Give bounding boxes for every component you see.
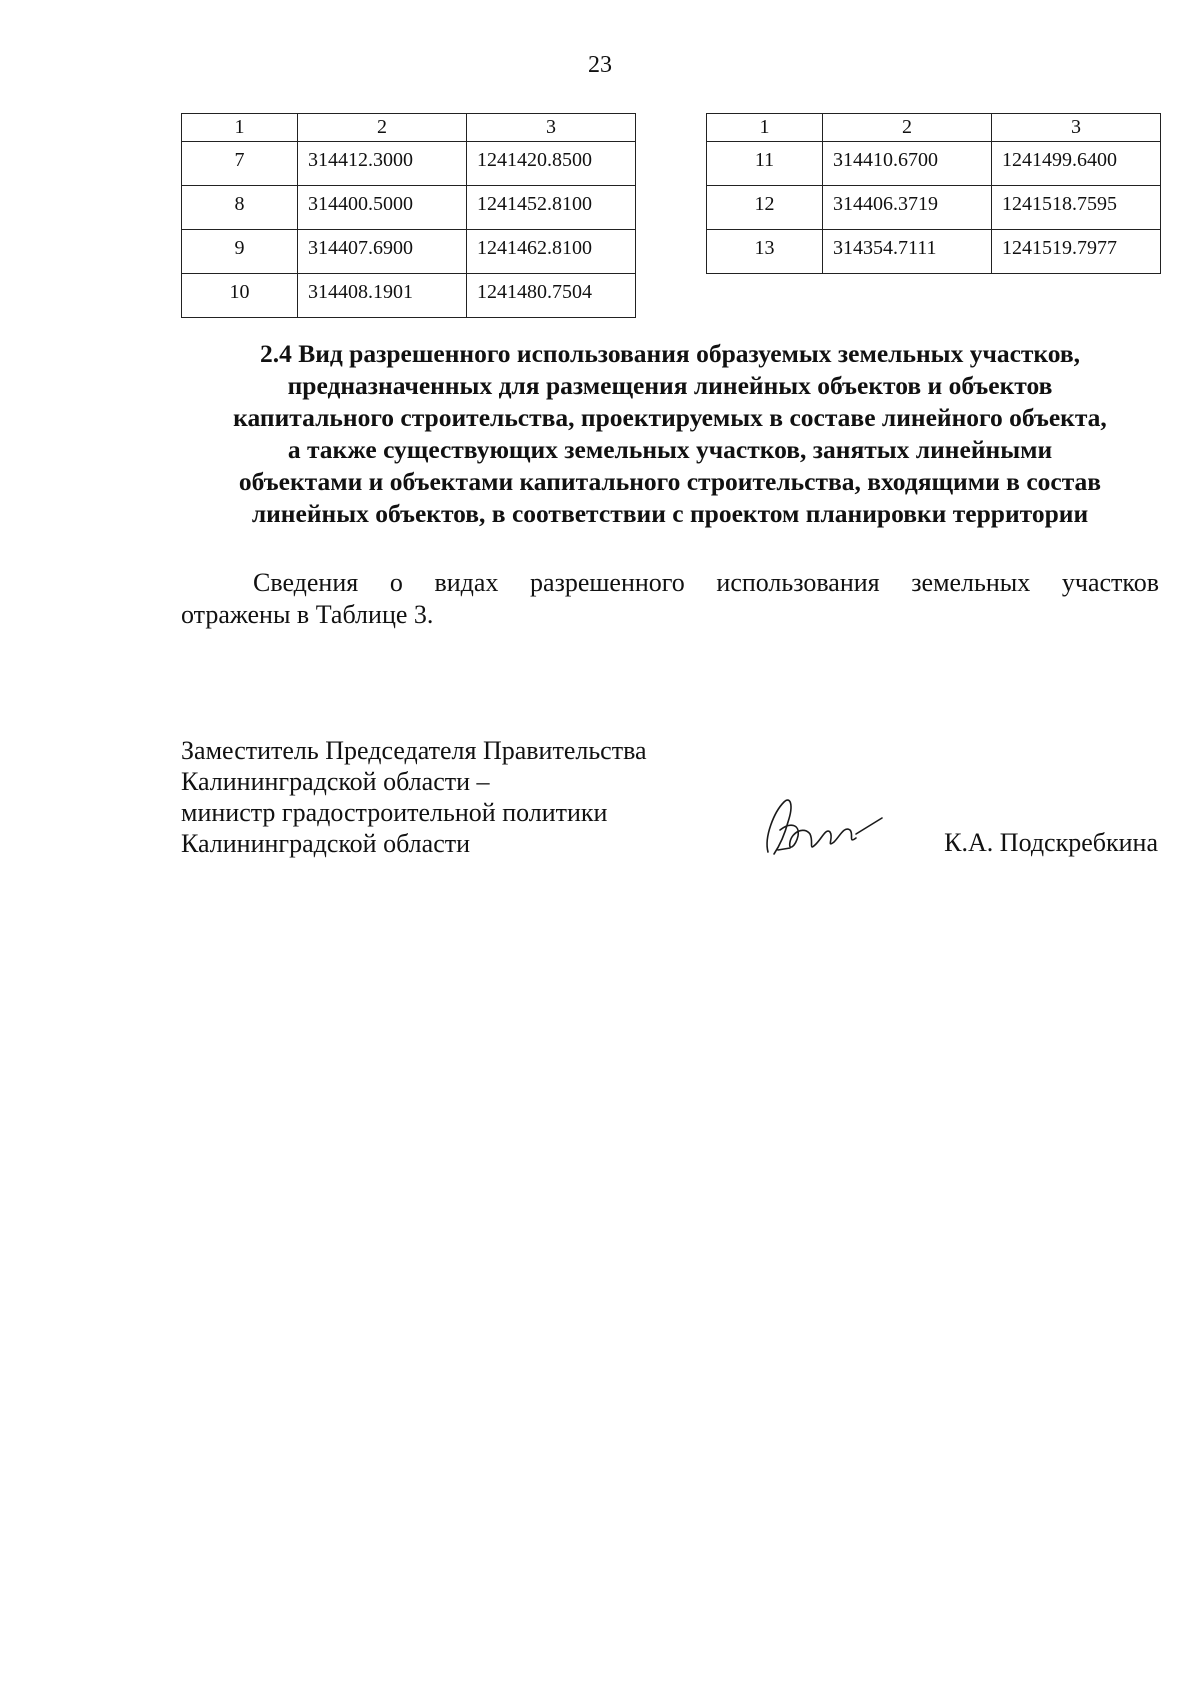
section-title-line: а также существующих земельных участков, занятых линейными [287,435,1053,464]
coordinates-table-left [181,113,636,318]
table-row [182,186,636,230]
y-coordinate-cell: 1241462.8100 [467,230,636,274]
table-row [182,274,636,318]
paragraph-line: отражены в Таблице 3. [181,600,434,629]
table-row [707,230,1161,274]
table-row [707,142,1161,186]
handwritten-signature-icon [760,782,890,862]
x-coordinate-cell: 314410.6700 [823,142,992,186]
section-title-line: объектами и объектами капитального строительства, входящими в состав [238,467,1102,496]
section-title-line: 2.4 Вид разрешенного использования образуемых земельных участков, [259,339,1081,368]
point-number-cell: 11 [707,142,823,186]
signatory-line: министр градостроительной политики [181,798,608,827]
point-number-cell: 12 [707,186,823,230]
page-number: 23 [588,52,612,78]
x-coordinate-cell: 314406.3719 [823,186,992,230]
table-row [182,142,636,186]
header-cell: 2 [298,114,467,142]
table-header-row [707,114,1161,142]
y-coordinate-cell: 1241452.8100 [467,186,636,230]
y-coordinate-cell: 1241420.8500 [467,142,636,186]
point-number-cell: 10 [182,274,298,318]
signer-name: К.А. Подскребкина [944,828,1158,857]
coordinates-table-right [706,113,1161,274]
x-coordinate-cell: 314400.5000 [298,186,467,230]
signatory-line: Калининградской области – [181,767,490,796]
table-row [707,186,1161,230]
x-coordinate-cell: 314354.7111 [823,230,992,274]
table-row [182,230,636,274]
header-cell: 3 [467,114,636,142]
section-title-line: капитального строительства, проектируемых в составе линейного объекта, [233,403,1107,432]
x-coordinate-cell: 314412.3000 [298,142,467,186]
y-coordinate-cell: 1241480.7504 [467,274,636,318]
y-coordinate-cell: 1241519.7977 [992,230,1161,274]
x-coordinate-cell: 314408.1901 [298,274,467,318]
y-coordinate-cell: 1241499.6400 [992,142,1161,186]
section-title-line: предназначенных для размещения линейных объектов и объектов [287,371,1053,400]
signatory-line: Калининградской области [181,829,471,858]
section-title [175,338,1165,530]
table-header-row [182,114,636,142]
header-cell: 1 [182,114,298,142]
signatory-position [181,735,647,859]
point-number-cell: 7 [182,142,298,186]
header-cell: 3 [992,114,1161,142]
signatory-line: Заместитель Председателя Правительства [181,736,647,765]
header-cell: 1 [707,114,823,142]
point-number-cell: 9 [182,230,298,274]
x-coordinate-cell: 314407.6900 [298,230,467,274]
body-paragraph [181,567,1159,631]
section-title-line: линейных объектов, в соответствии с проектом планировки территории [251,499,1089,528]
point-number-cell: 13 [707,230,823,274]
y-coordinate-cell: 1241518.7595 [992,186,1161,230]
point-number-cell: 8 [182,186,298,230]
header-cell: 2 [823,114,992,142]
paragraph-line: Сведения о видах разрешенного использования земельных участков [253,568,1159,597]
